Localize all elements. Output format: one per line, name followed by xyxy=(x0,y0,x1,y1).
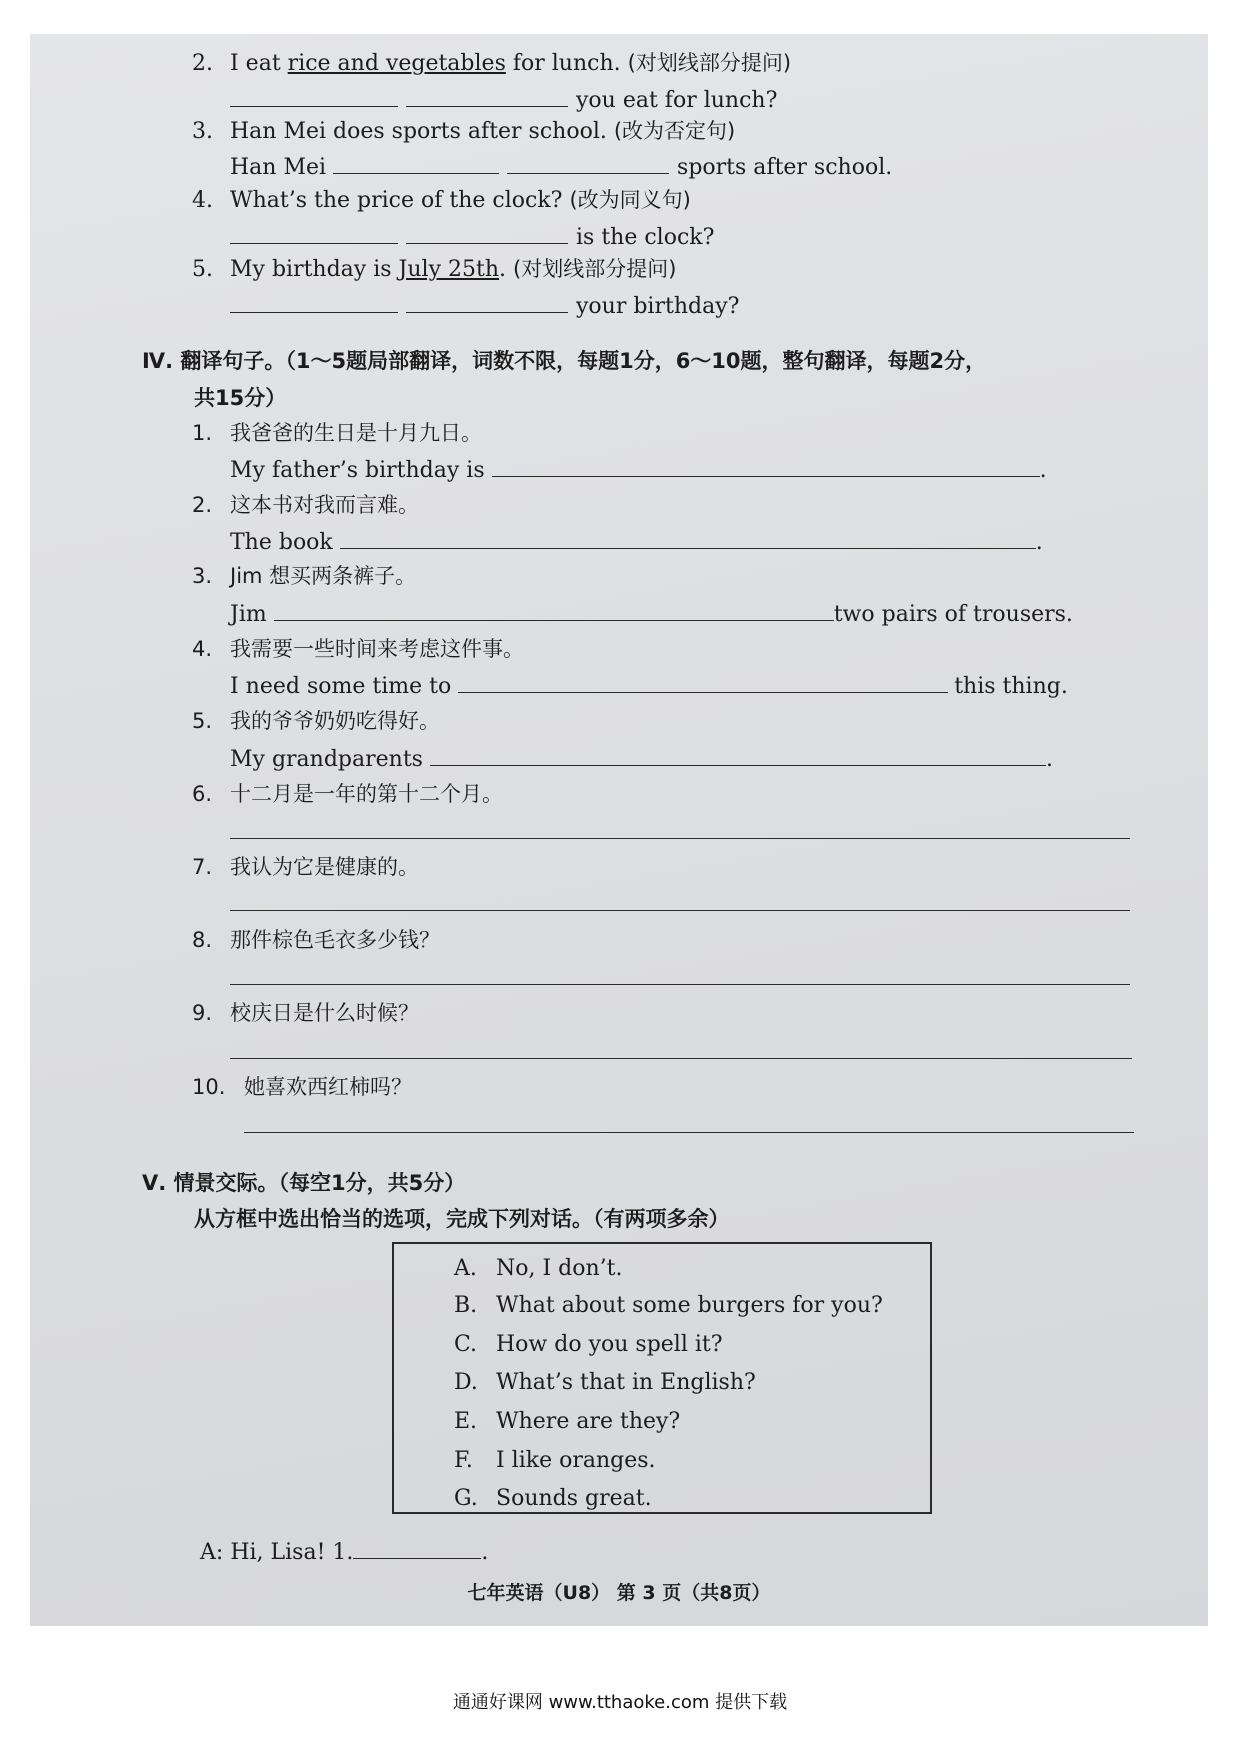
p4-item-9-answer-line[interactable] xyxy=(230,1058,1132,1059)
option-b: B. What about some burgers for you? xyxy=(454,1293,883,1318)
p4-item-5-en: My grandparents . xyxy=(230,743,1053,775)
q3-answer-line: Han Mei sports after school. xyxy=(230,151,892,183)
option-d: D. What’s that in English? xyxy=(454,1370,756,1395)
p4-item-8-answer-line[interactable] xyxy=(230,984,1130,985)
part4-heading: Ⅳ. 翻译句子。（1～5题局部翻译，词数不限，每题1分，6～10题，整句翻译，每题2分， xyxy=(142,349,987,373)
q4-line: 4. What’s the price of the clock? (改为同义句) xyxy=(192,188,691,213)
p4-item-4-en: I need some time to this thing. xyxy=(230,670,1068,702)
p4-item-7-zh: 7. 我认为它是健康的。 xyxy=(192,855,419,879)
part5-instruction: 从方框中选出恰当的选项，完成下列对话。（有两项多余） xyxy=(194,1207,730,1231)
p4-item-5-zh: 5. 我的爷爷奶奶吃得好。 xyxy=(192,709,440,733)
q3-blank-1[interactable] xyxy=(333,151,499,174)
q2-blank-1[interactable] xyxy=(230,84,398,107)
p4-item-10-zh: 10. 她喜欢西红柿吗？ xyxy=(192,1075,412,1099)
q3-blank-2[interactable] xyxy=(507,151,669,174)
q4-blank-2[interactable] xyxy=(406,221,568,244)
p4-item-7-answer-line[interactable] xyxy=(230,910,1130,911)
q4-blank-1[interactable] xyxy=(230,221,398,244)
p4-item-3-en: Jim two pairs of trousers. xyxy=(230,598,1073,630)
part5-heading: Ⅴ. 情景交际。（每空1分，共5分） xyxy=(142,1171,466,1195)
page-footer: 七年英语（U8） 第 3 页（共8页） xyxy=(467,1582,771,1604)
p4-item-4-blank[interactable] xyxy=(458,670,948,693)
dialog-blank-1[interactable] xyxy=(353,1536,481,1559)
option-e: E. Where are they? xyxy=(454,1409,681,1434)
dialog-line-1: A: Hi, Lisa! 1. . xyxy=(200,1536,488,1568)
p4-item-6-answer-line[interactable] xyxy=(230,838,1130,839)
q5-blank-2[interactable] xyxy=(406,290,568,313)
p4-item-1-en: My father’s birthday is . xyxy=(230,454,1047,486)
p4-item-2-zh: 2. 这本书对我而言难。 xyxy=(192,493,419,517)
option-c: C. How do you spell it? xyxy=(454,1332,723,1357)
q5-answer-line: your birthday? xyxy=(230,290,739,322)
q2-blank-2[interactable] xyxy=(406,84,568,107)
download-credit: 通通好课网 www.tthaoke.com 提供下载 xyxy=(452,1692,788,1713)
option-g: G. Sounds great. xyxy=(454,1486,652,1511)
p4-item-1-blank[interactable] xyxy=(492,454,1040,477)
p4-item-8-zh: 8. 那件棕色毛衣多少钱？ xyxy=(192,928,440,952)
q2-line: 2. I eat rice and vegetables for lunch. (对划线部分提问) xyxy=(192,51,792,76)
p4-item-1-zh: 1. 我爸爸的生日是十月九日。 xyxy=(192,421,482,445)
part4-heading-cont: 共15分） xyxy=(194,386,287,410)
option-a: A. No, I don’t. xyxy=(454,1256,623,1281)
exam-page-photo xyxy=(30,34,1208,1626)
q4-answer-line: is the clock? xyxy=(230,221,714,253)
options-box xyxy=(392,1242,932,1514)
p4-item-6-zh: 6. 十二月是一年的第十二个月。 xyxy=(192,782,503,806)
p4-item-5-blank[interactable] xyxy=(430,743,1046,766)
p4-item-3-blank[interactable] xyxy=(274,598,834,621)
q5-blank-1[interactable] xyxy=(230,290,398,313)
option-f: F. I like oranges. xyxy=(454,1448,656,1473)
p4-item-2-en: The book . xyxy=(230,526,1043,558)
q3-line: 3. Han Mei does sports after school. (改为否定句) xyxy=(192,119,736,144)
p4-item-9-zh: 9. 校庆日是什么时候？ xyxy=(192,1001,419,1025)
p4-item-10-answer-line[interactable] xyxy=(244,1132,1134,1133)
p4-item-3-zh: 3. Jim 想买两条裤子。 xyxy=(192,564,417,588)
q2-answer-line: you eat for lunch? xyxy=(230,84,777,116)
p4-item-2-blank[interactable] xyxy=(340,526,1036,549)
q5-line: 5. My birthday is July 25th. (对划线部分提问) xyxy=(192,257,677,282)
p4-item-4-zh: 4. 我需要一些时间来考虑这件事。 xyxy=(192,637,524,661)
